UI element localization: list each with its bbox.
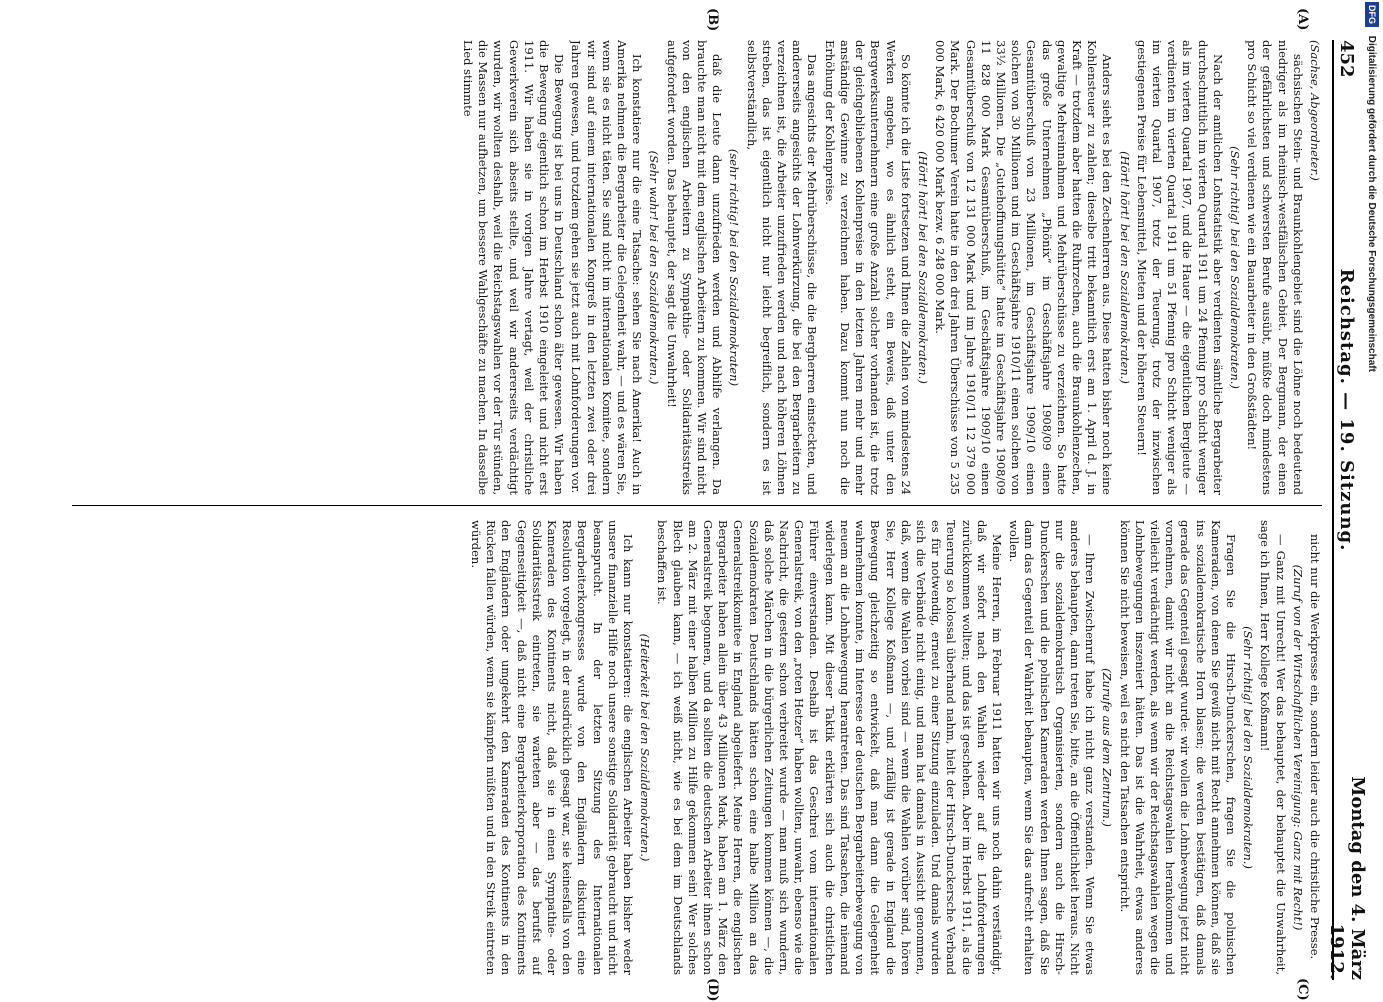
speaker-note: (Sachse, Abgeordneter.) <box>1308 40 1322 181</box>
paragraph: Ich kann nur konstatieren: die englischen Arbeiter haben bisher weder unsere finanzielle Hilfe noch unsere sonstige Solidarität gebraucht und nicht beansprucht. In der letzten Sitzung des Internationalen Bergarbeiterkongresses wurde von den Engländern diskutiert eine Resolution vorgelegt, in der ausdrücklich gesagt war, sie keinesfalls von den Kameraden des Kontinents nicht, daß sie in einen Sympathie- oder Solidaritätsstreik eintreten, sie warteten aber — das berufst auf Gegenseitigkeit —, daß nicht eine Bergarbeiterkorporation des Kontinents den Engländern oder umgekehrt den Kameraden des Kontinents in den Rücken fallen würden, wenn sie kämpfen müßten und in den Streik eintreten würden. <box>469 520 636 975</box>
interjection: (sehr richtig! bei den Sozialdemokraten) <box>727 148 742 387</box>
digitization-credit <box>1361 2 1381 998</box>
interjection: (Zuruf von der Wirtschaftlichen Vereinigung: Ganz mit Recht!) <box>1290 564 1305 931</box>
margin-marker-b: (B) <box>705 8 720 32</box>
paragraph: Nach der amtlichen Lohnstatistik aber verdienten sämtliche Bergarbeiter durchschnittlich im vierten Quartal 1911 um 24 Pfennig pro Schicht weniger als im vierten Quartal 1907, und die Hauer — die eigentlichen Bergleute — verdienten im vierten Quartal 1911 um 51 Pfennig pro Schicht weniger als im vierten Quartal 1907, trotz der Teuerung, trotz der inzwischen gestiegenen Preise für Lebensmittel, Mieten und der höheren Steuern! <box>1134 40 1225 495</box>
right-text-column <box>72 520 1322 975</box>
page-number: 452 <box>1336 40 1358 78</box>
paragraph: Meine Herren, im Februar 1911 hatten wir uns noch dahin verständigt, daß wir sofort nach den Wahlen wieder auf die Lohnforderungen zurückkommen wollten; und das ist geschehen. Aber im Herbst 1911, als die Teuerung so kolossal überhand nahm, hielt der Hirsch-Dunckersche Verband es für notwendig, erneut zu einer Sitzung einzuladen. Und damals wurden sich die Verbände nicht einig, und man hat damals in Aussicht genommen, daß, wenn die Wahlen vorbei sind — wenn die Wahlen vorüber sind, hören Sie, Herr Kollege Koßmann —, und zufällig ist gerade in England die Bewegung gleichzeitig so entwickelt, daß man dann die Gelegenheit wahrnehmen konnte, im Interesse der deutschen Bergarbeiterbewegung von neuem an die Lohnbewegung herantreten. Das sind Tatsachen, die niemand widerlegen kann. Mit dieser Taktik erklärten sich auch die christlichen Führer einverstanden. Deshalb ist das Geschrei vom internationalen Generalstreik, von den „roten Hetzer“ haben wollten, unwahr, ebenso wie die Nachricht, die gestern schon verbreitet wurde — man muß sich wundern, daß solche Märchen in die bürgerlichen Zeitungen kommen können —, die Sozialdemokraten Deutschlands hätten schon eine halbe Million an das Generalstreikkomitee in England abgeliefert. Meine Herren, die englischen Bergarbeiter haben allein über 43 Millionen Mark, haben am 1. März den Generalstreik begonnen, und da sollten die deutschen Arbeiter ihnen schon am 2. März mit einer halben Million zu Hilfe gekommen sein! Wer solches Blech glauben kann, — ich weiß nicht, wie es bei dem im Deutschlands beschaffen ist. <box>655 520 1004 975</box>
paragraph: Die Bewegung ist bei uns in Deutschland schon älter gewesen. Wir haben die Bewegung eigentlich schon im Herbst 1910 eingeleitet und nicht erst 1911. Wir haben sie in vorigen Jahre vertagt, weil der christliche Gewerkverein sich abseits stellte, und weil wir andererseits verdächtigt wurden, wir wollten deshalb, weil die Reichstagswahlen vor der Tür stünden, die Massen nur aufhetzen, um bessere Wahlgeschäfte zu machen. In dasselbe Lied stimmte <box>461 40 567 495</box>
paragraph: daß die Leute dann unzufrieden werden und Abhilfe verlangen. Da brauchte man nicht mit dem englischen Arbeitern zu kommen. Wir sind nicht von den englischen Arbeitern zu Sympathie- oder Solidaritätsstreiks aufgefordert worden. Das behauptet, der sagt die Unwahrheit! <box>664 40 725 495</box>
margin-marker-c: (C) <box>1295 978 1310 1001</box>
interjection: (Hört! hört! bei den Sozialdemokraten.) <box>1117 151 1132 384</box>
interjection: (Heiterkeit bei den Sozialdemokraten.) <box>638 633 653 862</box>
left-text-column <box>72 40 1322 495</box>
paragraph: Fragen Sie die Hirsch-Dunckerschen, fragen Sie die polnischen Kameraden, von denen Sie gewiß nicht mit Recht annehmen können, daß sie ins sozialdemokratische Horn blasen; die werden bestätigen, daß damals gerade das Gegenteil gesagt wurde: wir wollen die Lohnbewegung jetzt nicht vornehmen, damit wir nicht an die Reichstagswahlen herankommen und vielleicht verdächtigt werden, als wenn wir der Reichstagswahlen wegen die Lohnbewegungen inszeniert hätten. Das ist die Wahrheit, etwas anderes können Sie nicht beweisen, weil es nicht den Tatsachen entspricht. <box>1117 520 1238 975</box>
paragraph: sächsischen Stein- und Braunkohlengebiet sind die Löhne noch bedeutend niedriger als im rheinisch-westfälischen Gebiet. Der Bergmann, der einen der gefährlichsten und schwersten Berufe ausübt, müßte doch mindestens pro Schicht so viel verdienen wie ein Bauarbeiter in den Großstädten! <box>1245 40 1305 495</box>
dfg-logo-badge: DFG <box>1365 2 1379 27</box>
paragraph: Anders sieht es bei den Zechenherren aus. Diese hatten bisher noch keine Kohlensteuer zu zahlen; dieselbe tritt bekanntlich erst am 1. April d. J. in Kraft — trotzdem aber hatten die Ruhrzechen, auch die Braunkohlenzechen, gewaltige Mehreinnahmen und Mehrüberschüsse zu verzeichnen. So hatte das große Unternehmen „Phönix“ im Geschäftsjahre 1908/09 einen Gesamtüberschuß von 23 Millionen, im Geschäftsjahre 1909/10 einen solchen von 30 Millionen und im Geschäftsjahre 1910/11 einen solchen von 33½ Millionen. Die „Gutehoffnungshütte“ hatte im Geschäftsjahre 1908/09 11 828 000 Mark Gesamtüberschuß, im Geschäftsjahre 1909/10 einen Gesamtüberschuß von 12 131 000 Mark und im Jahre 1910/11 12 379 000 Mark. Der Bochumer Verein hatte in den drei Jahren Überschüsse von 5 235 000 Mark, 6 420 000 Mark bezw. 6 248 000 Mark. <box>933 40 1115 495</box>
column-divider <box>72 505 1322 506</box>
interjection: (Sehr richtig! bei den Sozialdemokraten.) <box>1241 626 1256 869</box>
margin-marker-d: (D) <box>705 978 720 1002</box>
paragraph: — Ganz mit Unrecht! Wer das behauptet, der behauptet die Unwahrheit, sage ich Ihnen, Herr Kollege Koßmann! <box>1258 520 1288 975</box>
rotated-page-content <box>70 0 1380 1000</box>
credit-text: Digitalisierung gefördert durch die Deutsche Forschungsgemeinschaft <box>1366 35 1377 372</box>
paragraph: Ich konstatiere nur die eine Tatsache: sehen Sie nach Amerika! Auch in Amerika nehmen die Bergarbeiter die Gelegenheit wahr, — und es wären Sie, wenn sie es nicht täten. Sie sind nicht im internationalen Komitee, sondern wir sind auf einem internationalen Kongreß in den letzten zwei oder drei Jahren gewesen, und trotzdem gehen sie jetzt auch mit Lohnforderungen vor. <box>569 40 645 495</box>
interjection: (Zurufe aus dem Zentrum.) <box>1100 668 1115 827</box>
paragraph: Das angesichts der Mehrüberschüsse, die die Bergherren einsteckten, und andererseits angesichts der Lohnverkürzung, die bei den Bergarbeitern zu verzeichnen ist, die Arbeiter unzufrieden werden und nach höheren Löhnen streben, das ist eigentlich nicht nur leicht begreiflich, sondern es ist selbstverständlich, <box>744 40 820 495</box>
margin-marker-a: (A) <box>1295 8 1310 31</box>
interjection: (Sehr richtig! bei den Sozialdemokraten.) <box>1227 146 1242 389</box>
paragraph: — Ihren Zwischenruf habe ich nicht ganz verstanden. Wenn Sie etwas anderes behaupten, dann treten Sie, bitte, an die Öffentlichkeit heraus. Nicht nur die sozialdemokratisch Organisierten, sondern auch die Hirsch-Dunckerschen und die polnischen Kameraden werden Ihnen sagen, daß Sie dann das Gegenteil der Wahrheit behaupten, wenn Sie das aufrecht erhalten wollen. <box>1007 520 1098 975</box>
paragraph: nicht nur die Werkpresse ein, sondern leider auch die christliche Presse. <box>1308 534 1322 960</box>
running-header <box>1326 40 1368 980</box>
paragraph: So könnte ich die Liste fortsetzen und Ihnen die Zahlen von mindestens 24 Werken angeben, wo es ähnlich steht, ein Beweis, daß unter den Bergwerksunternehmern eine große Anzahl solcher vorhanden ist, die trotz der gleichgebliebenen Kohlenpreise in den letzten Jahren mehr und mehr anständige Gewinne zu verzeichnen haben. Dazu kommt nun noch die Erhöhung der Kohlenpreise. <box>822 40 913 495</box>
session-title: Reichstag. — 19. Sitzung. <box>1336 268 1358 552</box>
session-date: Montag den 4. März 1912. <box>1326 776 1368 980</box>
interjection: (Hört! hört! bei den Sozialdemokraten.) <box>915 151 930 384</box>
interjection: (Sehr wahr! bei den Sozialdemokraten.) <box>647 150 662 385</box>
